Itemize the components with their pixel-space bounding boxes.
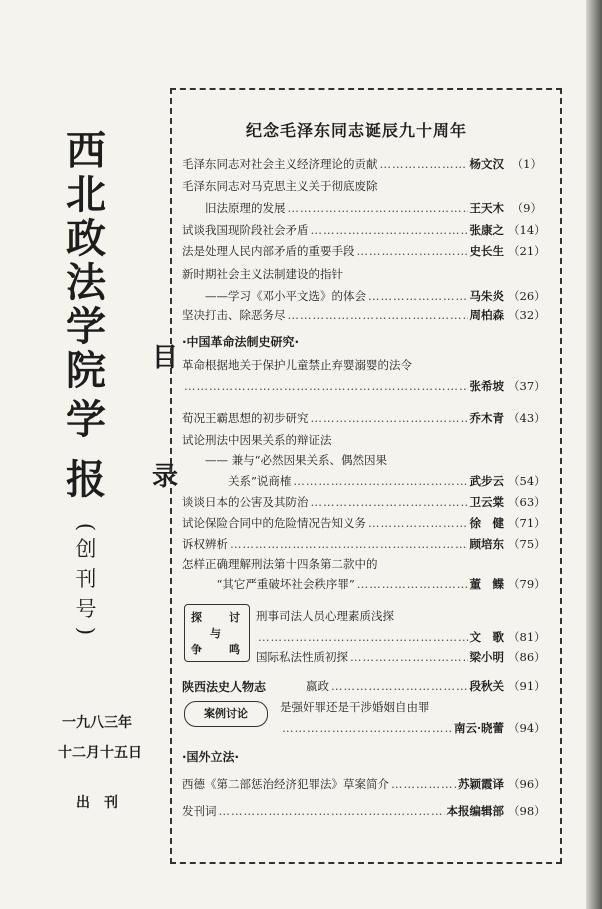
entry-page: （86）	[508, 650, 546, 664]
journal-title-block	[66, 128, 156, 636]
entry-page: （21）	[508, 244, 546, 258]
leader-dots	[219, 803, 445, 819]
toc-entry[interactable]	[182, 307, 546, 323]
entry-author: 南云·晓蕾	[453, 721, 504, 735]
entry-title: 革命根据地关于保护儿童禁止弃婴溺婴的法令	[182, 358, 412, 372]
toc-entry[interactable]	[182, 156, 542, 172]
leader-dots	[282, 720, 452, 736]
toc-entry[interactable]	[280, 720, 546, 736]
leader-dots	[368, 515, 468, 531]
inaugural-char: 创	[75, 537, 97, 561]
entry-page: （71）	[508, 516, 546, 530]
leader-dots	[184, 378, 468, 394]
inaugural-char: 刊	[75, 567, 97, 591]
published-label: 出 刊	[76, 795, 118, 811]
entry-title: 荀况王霸思想的初步研究	[182, 411, 309, 425]
entry-title: 试谈我国现阶段社会矛盾	[182, 223, 309, 237]
entry-author: 周柏森	[469, 308, 504, 322]
leader-dots	[368, 288, 468, 304]
entry-page: （32）	[508, 308, 546, 322]
toc-entry[interactable]	[182, 473, 546, 489]
toc-entry[interactable]	[182, 576, 546, 592]
school-name	[66, 130, 156, 394]
case-discussion-stamp: 案例讨论	[184, 701, 268, 727]
publish-date-day: 十二月十五日	[58, 745, 142, 761]
stamp-char: 探	[191, 611, 202, 624]
leader-dots	[350, 649, 468, 665]
leader-dots	[288, 307, 468, 323]
entry-title: 毛泽东同志对社会主义经济理论的贡献	[182, 157, 378, 171]
leader-dots	[380, 156, 468, 172]
entry-author: 梁小明	[469, 650, 504, 664]
entry-page: （54）	[508, 474, 546, 488]
leader-dots	[258, 629, 468, 645]
entry-page: （63）	[508, 495, 546, 509]
entry-title: —— 兼与“必然因果关系、偶然因果	[182, 453, 388, 467]
toc-entry[interactable]	[182, 536, 546, 552]
entry-page: （1）	[511, 157, 542, 171]
entry-page: （79）	[508, 577, 546, 591]
stamp-char: 与	[210, 627, 221, 640]
entry-author: 董 鲽	[469, 577, 504, 591]
entry-title: 发刊词	[182, 804, 217, 818]
toc-heading: 纪念毛泽东同志诞辰九十周年	[246, 121, 468, 140]
entry-title: 刑事司法人员心理素质浅探	[256, 609, 394, 623]
stamp-char: 争	[191, 643, 202, 656]
entry-author: 苏颖霞译	[458, 777, 504, 791]
entry-title: 旧法原理的发展	[182, 201, 286, 215]
entry-author: 张希坡	[469, 379, 504, 393]
school-char: 学	[66, 304, 106, 350]
toc-entry[interactable]	[182, 776, 546, 792]
leader-dots	[311, 410, 468, 426]
entry-page: （98）	[508, 804, 546, 818]
entry-author: 马朱炎	[469, 289, 504, 303]
leader-dots	[331, 678, 468, 694]
entry-page: （94）	[508, 721, 546, 735]
entry-page: （14）	[508, 223, 546, 237]
school-char: 西	[66, 128, 106, 174]
entry-page: （43）	[508, 411, 546, 425]
entry-author: 乔木青	[469, 411, 504, 425]
entry-title: “其它严重破坏社会秩序罪”	[182, 577, 355, 591]
entry-author: 顾培东	[469, 537, 504, 551]
entry-page: （26）	[508, 289, 546, 303]
shaanxi-section-label: 陕西法史人物志	[182, 680, 267, 694]
entry-title: 试论刑法中因果关系的辩证法	[182, 433, 332, 447]
entry-title: 关系”说商榷	[182, 474, 292, 488]
section-header: ·国外立法·	[182, 750, 240, 764]
toc-entry[interactable]	[182, 378, 546, 394]
toc-entry[interactable]	[182, 515, 546, 531]
toc-entry[interactable]	[182, 494, 546, 510]
leader-dots	[311, 222, 468, 238]
leader-dots	[293, 473, 467, 489]
leader-dots	[357, 243, 468, 259]
entry-page: （91）	[508, 679, 546, 693]
toc-entry[interactable]	[182, 222, 546, 238]
entry-page: （81）	[508, 630, 546, 644]
entry-author: 杨文汉	[469, 157, 504, 171]
entry-author: 张康之	[469, 223, 504, 237]
toc-entry[interactable]	[256, 649, 546, 665]
entry-page: （9）	[511, 201, 542, 215]
journal-char: 报	[66, 457, 106, 503]
leader-dots	[357, 576, 468, 592]
school-char: 政	[66, 216, 106, 262]
school-char: 院	[66, 348, 106, 394]
toc-entry[interactable]	[256, 629, 546, 645]
entry-title: 试论保险合同中的危险情况告知义务	[182, 516, 366, 530]
entry-title: 西德《第二部惩治经济犯罪法》草案简介	[182, 777, 389, 791]
discussion-stamp	[184, 604, 250, 662]
entry-page: （37）	[508, 379, 546, 393]
leader-dots	[288, 200, 468, 216]
publish-date-year: 一九八三年	[62, 715, 132, 731]
entry-title: 新时期社会主义法制建设的指针	[182, 267, 343, 281]
entry-title: 怎样正确理解刑法第十四条第二款中的	[182, 557, 378, 571]
inaugural-issue	[68, 520, 104, 638]
entry-author: 段秋关	[469, 679, 504, 693]
toc-entry[interactable]	[182, 288, 546, 304]
entry-title: 谈谈日本的公害及其防治	[182, 495, 309, 509]
entry-author: 武步云	[469, 474, 504, 488]
leader-dots	[391, 776, 456, 792]
entry-title: 坚决打击、除恶务尽	[182, 308, 286, 322]
toc-label-char: 录	[152, 462, 179, 492]
entry-title: ——学习《邓小平文选》的体会	[182, 289, 366, 303]
entry-page: （96）	[508, 777, 546, 791]
entry-author: 史长生	[469, 244, 504, 258]
stamp-char: 鸣	[229, 643, 240, 656]
leader-dots	[311, 494, 468, 510]
entry-title: 诉权辨析	[182, 537, 228, 551]
inaugural-char: (	[74, 522, 98, 532]
toc-entry[interactable]	[306, 678, 546, 694]
toc-label-char: 目	[152, 343, 179, 373]
toc-entry[interactable]	[182, 410, 546, 426]
leader-dots	[230, 536, 468, 552]
entry-author: 王天木	[469, 201, 504, 215]
entry-author: 本报编辑部	[446, 804, 504, 818]
entry-title: 法是处理人民内部矛盾的重要手段	[182, 244, 355, 258]
toc-entry[interactable]	[182, 243, 546, 259]
stamp-char: 讨	[229, 611, 240, 624]
toc-entry[interactable]	[182, 200, 542, 216]
entry-title: 是强奸罪还是干涉婚姻自由罪	[280, 700, 430, 714]
entry-author: 卫云棠	[469, 495, 504, 509]
inaugural-char: 号	[75, 597, 97, 621]
school-char: 法	[66, 260, 106, 306]
entry-title: 国际私法性质初探	[256, 650, 348, 664]
toc-entry[interactable]	[182, 803, 546, 819]
section-header: ·中国革命法制史研究·	[182, 335, 300, 349]
entry-page: （75）	[508, 537, 546, 551]
journal-char: 学	[66, 397, 106, 443]
entry-title: 毛泽东同志对马克思主义关于彻底废除	[182, 179, 378, 193]
page-edge-shadow	[586, 0, 602, 909]
entry-author: 文 歌	[469, 630, 504, 644]
school-char: 北	[66, 172, 106, 218]
entry-author: 徐 健	[469, 516, 504, 530]
entry-title: 嬴政	[306, 679, 329, 693]
inaugural-char: )	[74, 626, 98, 636]
